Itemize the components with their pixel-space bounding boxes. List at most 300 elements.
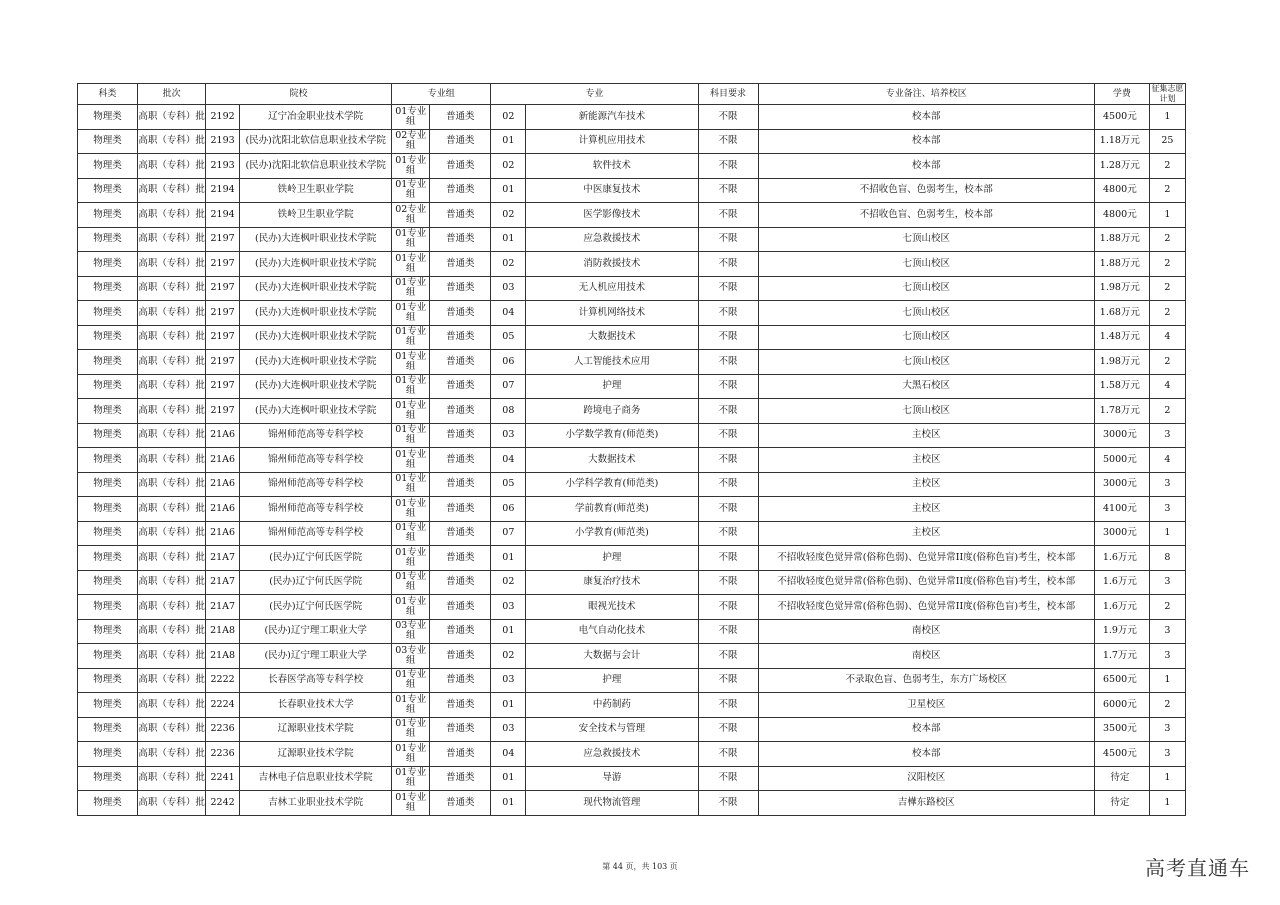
group-type-cell: 普通类 — [430, 619, 491, 644]
major-code-cell: 03 — [491, 423, 526, 448]
batch-cell: 高职（专科）批 — [138, 644, 206, 669]
subject-cell: 物理类 — [78, 203, 138, 228]
notes-cell: 校本部 — [758, 105, 1094, 130]
major-name-cell: 小学教育(师范类) — [526, 521, 698, 546]
requirement-cell: 不限 — [698, 252, 758, 277]
notes-cell: 大黑石校区 — [758, 374, 1094, 399]
requirement-cell: 不限 — [698, 105, 758, 130]
school-name-cell: 铁岭卫生职业学院 — [240, 203, 392, 228]
major-name-cell: 软件技术 — [526, 154, 698, 179]
subject-cell: 物理类 — [78, 178, 138, 203]
plan-cell: 3 — [1149, 472, 1185, 497]
fee-cell: 4500元 — [1094, 105, 1149, 130]
school-code-cell: 2197 — [206, 252, 240, 277]
subject-cell: 物理类 — [78, 668, 138, 693]
major-code-cell: 01 — [491, 178, 526, 203]
school-code-cell: 21A7 — [206, 546, 240, 571]
requirement-cell: 不限 — [698, 399, 758, 424]
plan-cell: 1 — [1149, 105, 1185, 130]
requirement-cell: 不限 — [698, 423, 758, 448]
fee-cell: 1.7万元 — [1094, 644, 1149, 669]
major-code-cell: 05 — [491, 325, 526, 350]
batch-cell: 高职（专科）批 — [138, 105, 206, 130]
group-cell: 03专业组 — [392, 619, 430, 644]
group-type-cell: 普通类 — [430, 325, 491, 350]
school-code-cell: 2197 — [206, 227, 240, 252]
fee-cell: 4500元 — [1094, 742, 1149, 767]
major-name-cell: 小学数学教育(师范类) — [526, 423, 698, 448]
plan-cell: 1 — [1149, 766, 1185, 791]
group-type-cell: 普通类 — [430, 497, 491, 522]
table-row — [78, 203, 1186, 228]
major-name-cell: 护理 — [526, 668, 698, 693]
major-code-cell: 03 — [491, 668, 526, 693]
notes-cell: 七顶山校区 — [758, 399, 1094, 424]
group-cell: 01专业组 — [392, 521, 430, 546]
school-name-cell: 长春医学高等专科学校 — [240, 668, 392, 693]
major-code-cell: 02 — [491, 105, 526, 130]
group-cell: 01专业组 — [392, 472, 430, 497]
major-name-cell: 小学科学教育(师范类) — [526, 472, 698, 497]
plan-cell: 3 — [1149, 497, 1185, 522]
group-cell: 01专业组 — [392, 570, 430, 595]
notes-cell: 七顶山校区 — [758, 252, 1094, 277]
school-code-cell: 2236 — [206, 717, 240, 742]
batch-cell: 高职（专科）批 — [138, 178, 206, 203]
school-code-cell: 2197 — [206, 301, 240, 326]
school-name-cell: 吉林工业职业技术学院 — [240, 791, 392, 816]
group-type-cell: 普通类 — [430, 399, 491, 424]
table-row — [78, 129, 1186, 154]
table-row — [78, 350, 1186, 375]
batch-cell: 高职（专科）批 — [138, 546, 206, 571]
requirement-cell: 不限 — [698, 472, 758, 497]
school-code-cell: 21A7 — [206, 570, 240, 595]
fee-cell: 1.28万元 — [1094, 154, 1149, 179]
plan-cell: 1 — [1149, 521, 1185, 546]
school-name-cell: (民办)大连枫叶职业技术学院 — [240, 252, 392, 277]
subject-cell: 物理类 — [78, 129, 138, 154]
batch-cell: 高职（专科）批 — [138, 448, 206, 473]
major-code-cell: 05 — [491, 472, 526, 497]
table-row — [78, 595, 1186, 620]
plan-cell: 2 — [1149, 350, 1185, 375]
subject-cell: 物理类 — [78, 325, 138, 350]
school-code-cell: 2197 — [206, 325, 240, 350]
major-code-cell: 02 — [491, 203, 526, 228]
requirement-cell: 不限 — [698, 350, 758, 375]
group-type-cell: 普通类 — [430, 693, 491, 718]
group-cell: 01专业组 — [392, 276, 430, 301]
major-code-cell: 07 — [491, 521, 526, 546]
group-cell: 03专业组 — [392, 644, 430, 669]
fee-cell: 5000元 — [1094, 448, 1149, 473]
plan-cell: 3 — [1149, 644, 1185, 669]
requirement-cell: 不限 — [698, 693, 758, 718]
subject-cell: 物理类 — [78, 227, 138, 252]
fee-cell: 4100元 — [1094, 497, 1149, 522]
plan-cell: 1 — [1149, 203, 1185, 228]
batch-cell: 高职（专科）批 — [138, 423, 206, 448]
school-name-cell: (民办)大连枫叶职业技术学院 — [240, 325, 392, 350]
batch-cell: 高职（专科）批 — [138, 325, 206, 350]
batch-cell: 高职（专科）批 — [138, 693, 206, 718]
notes-cell: 不招收轻度色觉异常(俗称色弱)、色觉异常II度(俗称色盲)考生，校本部 — [758, 570, 1094, 595]
group-cell: 02专业组 — [392, 129, 430, 154]
plan-cell: 4 — [1149, 374, 1185, 399]
major-code-cell: 06 — [491, 497, 526, 522]
school-name-cell: (民办)大连枫叶职业技术学院 — [240, 399, 392, 424]
notes-cell: 校本部 — [758, 154, 1094, 179]
notes-cell: 汉阳校区 — [758, 766, 1094, 791]
requirement-cell: 不限 — [698, 276, 758, 301]
fee-cell: 1.88万元 — [1094, 252, 1149, 277]
major-code-cell: 03 — [491, 595, 526, 620]
major-code-cell: 08 — [491, 399, 526, 424]
fee-cell: 待定 — [1094, 791, 1149, 816]
school-code-cell: 21A8 — [206, 619, 240, 644]
major-code-cell: 02 — [491, 154, 526, 179]
school-name-cell: (民办)辽宁理工职业大学 — [240, 644, 392, 669]
notes-cell: 七顶山校区 — [758, 276, 1094, 301]
school-code-cell: 21A7 — [206, 595, 240, 620]
notes-cell: 校本部 — [758, 129, 1094, 154]
table-row — [78, 325, 1186, 350]
table-row — [78, 276, 1186, 301]
batch-cell: 高职（专科）批 — [138, 497, 206, 522]
plan-cell: 25 — [1149, 129, 1185, 154]
school-name-cell: 辽宁冶金职业技术学院 — [240, 105, 392, 130]
batch-cell: 高职（专科）批 — [138, 472, 206, 497]
notes-cell: 不录取色盲、色弱考生，东方广场校区 — [758, 668, 1094, 693]
subject-cell: 物理类 — [78, 399, 138, 424]
group-type-cell: 普通类 — [430, 521, 491, 546]
fee-cell: 3000元 — [1094, 521, 1149, 546]
subject-cell: 物理类 — [78, 276, 138, 301]
group-cell: 01专业组 — [392, 742, 430, 767]
major-name-cell: 应急救援技术 — [526, 227, 698, 252]
group-type-cell: 普通类 — [430, 203, 491, 228]
school-name-cell: (民办)大连枫叶职业技术学院 — [240, 276, 392, 301]
notes-cell: 不招收色盲、色弱考生，校本部 — [758, 178, 1094, 203]
subject-cell: 物理类 — [78, 105, 138, 130]
subject-cell: 物理类 — [78, 448, 138, 473]
school-code-cell: 21A6 — [206, 497, 240, 522]
notes-cell: 主校区 — [758, 423, 1094, 448]
major-code-cell: 01 — [491, 227, 526, 252]
major-name-cell: 无人机应用技术 — [526, 276, 698, 301]
group-type-cell: 普通类 — [430, 595, 491, 620]
batch-cell: 高职（专科）批 — [138, 766, 206, 791]
requirement-cell: 不限 — [698, 448, 758, 473]
fee-cell: 1.98万元 — [1094, 350, 1149, 375]
table-row — [78, 791, 1186, 816]
subject-cell: 物理类 — [78, 766, 138, 791]
subject-cell: 物理类 — [78, 570, 138, 595]
school-name-cell: 辽源职业技术学院 — [240, 717, 392, 742]
table-row — [78, 448, 1186, 473]
school-code-cell: 2236 — [206, 742, 240, 767]
header-major: 专业 — [491, 84, 698, 105]
requirement-cell: 不限 — [698, 619, 758, 644]
notes-cell: 七顶山校区 — [758, 301, 1094, 326]
fee-cell: 1.98万元 — [1094, 276, 1149, 301]
major-code-cell: 02 — [491, 644, 526, 669]
school-name-cell: 锦州师范高等专科学校 — [240, 448, 392, 473]
group-cell: 01专业组 — [392, 766, 430, 791]
school-name-cell: 锦州师范高等专科学校 — [240, 497, 392, 522]
group-type-cell: 普通类 — [430, 668, 491, 693]
batch-cell: 高职（专科）批 — [138, 595, 206, 620]
group-cell: 01专业组 — [392, 301, 430, 326]
plan-cell: 8 — [1149, 546, 1185, 571]
fee-cell: 6000元 — [1094, 693, 1149, 718]
table-row — [78, 154, 1186, 179]
group-cell: 01专业组 — [392, 178, 430, 203]
school-code-cell: 2194 — [206, 178, 240, 203]
table-row — [78, 766, 1186, 791]
group-type-cell: 普通类 — [430, 129, 491, 154]
group-type-cell: 普通类 — [430, 227, 491, 252]
school-name-cell: (民办)大连枫叶职业技术学院 — [240, 374, 392, 399]
admission-plan-table — [77, 83, 1186, 816]
major-name-cell: 眼视光技术 — [526, 595, 698, 620]
plan-cell: 3 — [1149, 742, 1185, 767]
school-code-cell: 2222 — [206, 668, 240, 693]
major-code-cell: 02 — [491, 252, 526, 277]
major-name-cell: 护理 — [526, 546, 698, 571]
notes-cell: 吉樺东路校区 — [758, 791, 1094, 816]
major-code-cell: 01 — [491, 129, 526, 154]
notes-cell: 七顶山校区 — [758, 227, 1094, 252]
batch-cell: 高职（专科）批 — [138, 227, 206, 252]
major-name-cell: 中医康复技术 — [526, 178, 698, 203]
group-type-cell: 普通类 — [430, 374, 491, 399]
school-name-cell: 锦州师范高等专科学校 — [240, 472, 392, 497]
requirement-cell: 不限 — [698, 742, 758, 767]
notes-cell: 主校区 — [758, 497, 1094, 522]
plan-cell: 2 — [1149, 276, 1185, 301]
school-code-cell: 2192 — [206, 105, 240, 130]
fee-cell: 1.6万元 — [1094, 570, 1149, 595]
table-header-row — [78, 84, 1186, 105]
school-code-cell: 21A6 — [206, 521, 240, 546]
group-cell: 01专业组 — [392, 668, 430, 693]
major-name-cell: 康复治疗技术 — [526, 570, 698, 595]
table-row — [78, 717, 1186, 742]
batch-cell: 高职（专科）批 — [138, 276, 206, 301]
subject-cell: 物理类 — [78, 619, 138, 644]
requirement-cell: 不限 — [698, 521, 758, 546]
subject-cell: 物理类 — [78, 301, 138, 326]
group-type-cell: 普通类 — [430, 154, 491, 179]
table-row — [78, 301, 1186, 326]
requirement-cell: 不限 — [698, 546, 758, 571]
major-code-cell: 02 — [491, 570, 526, 595]
header-school: 院校 — [206, 84, 392, 105]
requirement-cell: 不限 — [698, 129, 758, 154]
major-name-cell: 大数据技术 — [526, 325, 698, 350]
major-code-cell: 06 — [491, 350, 526, 375]
school-code-cell: 2194 — [206, 203, 240, 228]
major-name-cell: 现代物流管理 — [526, 791, 698, 816]
major-name-cell: 安全技术与管理 — [526, 717, 698, 742]
school-name-cell: (民办)辽宁何氏医学院 — [240, 570, 392, 595]
fee-cell: 1.6万元 — [1094, 595, 1149, 620]
watermark-logo: 高考直通车 — [1145, 856, 1250, 880]
school-name-cell: (民办)辽宁理工职业大学 — [240, 619, 392, 644]
requirement-cell: 不限 — [698, 668, 758, 693]
plan-cell: 3 — [1149, 717, 1185, 742]
group-type-cell: 普通类 — [430, 252, 491, 277]
table-row — [78, 497, 1186, 522]
batch-cell: 高职（专科）批 — [138, 717, 206, 742]
group-cell: 01专业组 — [392, 791, 430, 816]
batch-cell: 高职（专科）批 — [138, 570, 206, 595]
batch-cell: 高职（专科）批 — [138, 374, 206, 399]
plan-cell: 2 — [1149, 154, 1185, 179]
school-name-cell: (民办)辽宁何氏医学院 — [240, 595, 392, 620]
major-name-cell: 新能源汽车技术 — [526, 105, 698, 130]
group-cell: 01专业组 — [392, 399, 430, 424]
notes-cell: 不招收轻度色觉异常(俗称色弱)、色觉异常II度(俗称色盲)考生，校本部 — [758, 546, 1094, 571]
subject-cell: 物理类 — [78, 374, 138, 399]
school-code-cell: 2241 — [206, 766, 240, 791]
fee-cell: 1.58万元 — [1094, 374, 1149, 399]
notes-cell: 主校区 — [758, 448, 1094, 473]
group-cell: 01专业组 — [392, 423, 430, 448]
major-code-cell: 04 — [491, 301, 526, 326]
major-name-cell: 计算机网络技术 — [526, 301, 698, 326]
major-name-cell: 大数据技术 — [526, 448, 698, 473]
major-name-cell: 电气自动化技术 — [526, 619, 698, 644]
group-cell: 02专业组 — [392, 203, 430, 228]
table-row — [78, 644, 1186, 669]
table-row — [78, 472, 1186, 497]
requirement-cell: 不限 — [698, 374, 758, 399]
school-name-cell: (民办)大连枫叶职业技术学院 — [240, 350, 392, 375]
notes-cell: 七顶山校区 — [758, 350, 1094, 375]
table-row — [78, 178, 1186, 203]
group-type-cell: 普通类 — [430, 472, 491, 497]
subject-cell: 物理类 — [78, 350, 138, 375]
group-type-cell: 普通类 — [430, 448, 491, 473]
major-name-cell: 医学影像技术 — [526, 203, 698, 228]
school-code-cell: 21A6 — [206, 448, 240, 473]
plan-cell: 3 — [1149, 570, 1185, 595]
notes-cell: 校本部 — [758, 742, 1094, 767]
group-cell: 01专业组 — [392, 227, 430, 252]
notes-cell: 不招收色盲、色弱考生，校本部 — [758, 203, 1094, 228]
plan-cell: 2 — [1149, 252, 1185, 277]
requirement-cell: 不限 — [698, 717, 758, 742]
fee-cell: 4800元 — [1094, 178, 1149, 203]
plan-cell: 2 — [1149, 301, 1185, 326]
major-name-cell: 中药制药 — [526, 693, 698, 718]
group-type-cell: 普通类 — [430, 717, 491, 742]
fee-cell: 1.48万元 — [1094, 325, 1149, 350]
plan-cell: 4 — [1149, 448, 1185, 473]
subject-cell: 物理类 — [78, 693, 138, 718]
batch-cell: 高职（专科）批 — [138, 399, 206, 424]
major-name-cell: 计算机应用技术 — [526, 129, 698, 154]
group-type-cell: 普通类 — [430, 766, 491, 791]
table-row — [78, 570, 1186, 595]
school-name-cell: (民办)辽宁何氏医学院 — [240, 546, 392, 571]
group-type-cell: 普通类 — [430, 570, 491, 595]
group-type-cell: 普通类 — [430, 791, 491, 816]
fee-cell: 1.9万元 — [1094, 619, 1149, 644]
group-type-cell: 普通类 — [430, 546, 491, 571]
requirement-cell: 不限 — [698, 325, 758, 350]
header-group: 专业组 — [392, 84, 491, 105]
batch-cell: 高职（专科）批 — [138, 203, 206, 228]
plan-cell: 2 — [1149, 399, 1185, 424]
group-cell: 01专业组 — [392, 546, 430, 571]
notes-cell: 主校区 — [758, 521, 1094, 546]
major-name-cell: 导游 — [526, 766, 698, 791]
batch-cell: 高职（专科）批 — [138, 252, 206, 277]
school-code-cell: 21A6 — [206, 423, 240, 448]
school-name-cell: 辽源职业技术学院 — [240, 742, 392, 767]
group-cell: 01专业组 — [392, 374, 430, 399]
school-code-cell: 21A8 — [206, 644, 240, 669]
school-name-cell: (民办)大连枫叶职业技术学院 — [240, 301, 392, 326]
group-type-cell: 普通类 — [430, 423, 491, 448]
school-code-cell: 2193 — [206, 154, 240, 179]
group-type-cell: 普通类 — [430, 178, 491, 203]
notes-cell: 卫星校区 — [758, 693, 1094, 718]
subject-cell: 物理类 — [78, 791, 138, 816]
plan-cell: 3 — [1149, 423, 1185, 448]
plan-cell: 1 — [1149, 668, 1185, 693]
subject-cell: 物理类 — [78, 742, 138, 767]
requirement-cell: 不限 — [698, 570, 758, 595]
table-row — [78, 619, 1186, 644]
major-code-cell: 03 — [491, 276, 526, 301]
plan-cell: 3 — [1149, 619, 1185, 644]
major-name-cell: 消防救援技术 — [526, 252, 698, 277]
fee-cell: 6500元 — [1094, 668, 1149, 693]
major-code-cell: 01 — [491, 619, 526, 644]
header-notes: 专业备注、培养校区 — [758, 84, 1094, 105]
table-row — [78, 227, 1186, 252]
requirement-cell: 不限 — [698, 766, 758, 791]
requirement-cell: 不限 — [698, 154, 758, 179]
header-subject: 科类 — [78, 84, 138, 105]
school-name-cell: 铁岭卫生职业学院 — [240, 178, 392, 203]
group-type-cell: 普通类 — [430, 644, 491, 669]
subject-cell: 物理类 — [78, 154, 138, 179]
plan-cell: 1 — [1149, 791, 1185, 816]
major-name-cell: 大数据与会计 — [526, 644, 698, 669]
group-type-cell: 普通类 — [430, 301, 491, 326]
group-cell: 01专业组 — [392, 448, 430, 473]
school-code-cell: 2197 — [206, 276, 240, 301]
batch-cell: 高职（专科）批 — [138, 521, 206, 546]
notes-cell: 南校区 — [758, 619, 1094, 644]
school-name-cell: 长春职业技术大学 — [240, 693, 392, 718]
fee-cell: 1.78万元 — [1094, 399, 1149, 424]
notes-cell: 校本部 — [758, 717, 1094, 742]
group-cell: 01专业组 — [392, 105, 430, 130]
requirement-cell: 不限 — [698, 791, 758, 816]
major-name-cell: 学前教育(师范类) — [526, 497, 698, 522]
requirement-cell: 不限 — [698, 301, 758, 326]
subject-cell: 物理类 — [78, 644, 138, 669]
subject-cell: 物理类 — [78, 717, 138, 742]
subject-cell: 物理类 — [78, 252, 138, 277]
